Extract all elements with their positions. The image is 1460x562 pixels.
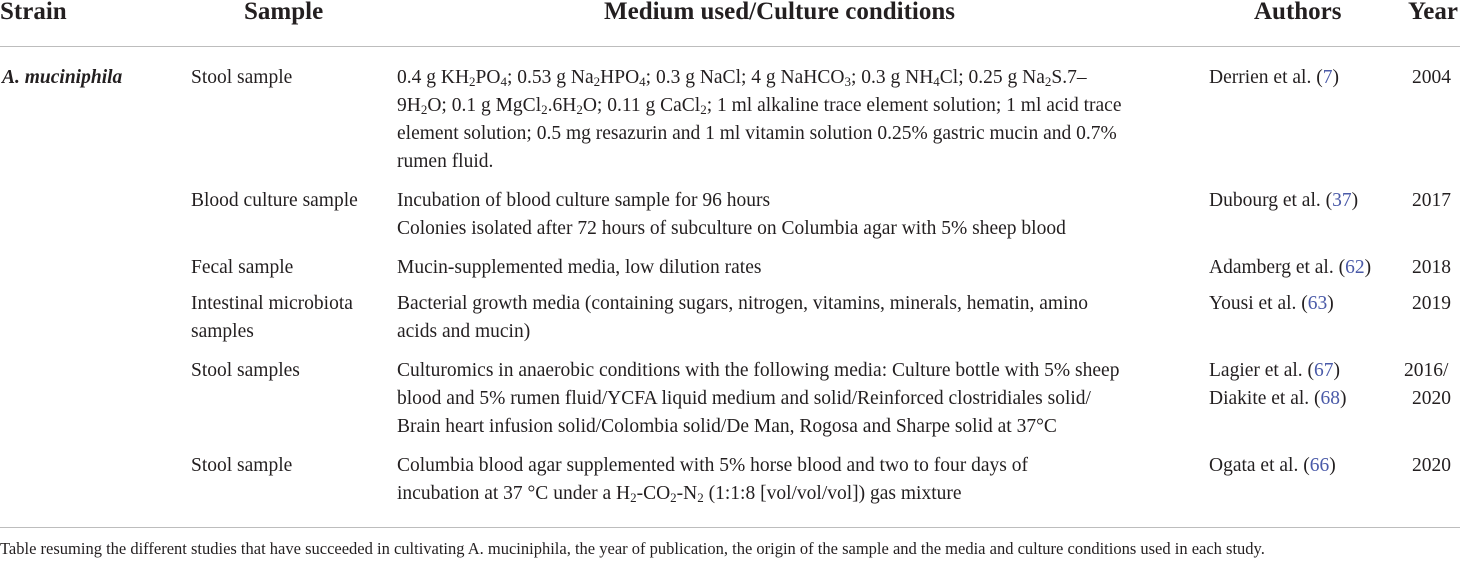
- row1-author: Derrien et al. (7): [1209, 67, 1339, 88]
- header-authors: Authors: [1254, 0, 1342, 25]
- row6-medium-line2: incubation at 37 °C under a $H_2-CO_2-N_2$ (1:1:8 [vol/vol/vol]) gas mixture: [397, 483, 962, 505]
- reference-link[interactable]: 37: [1332, 190, 1352, 211]
- row2-author: Dubourg et al. (37): [1209, 190, 1359, 211]
- table-bottom-rule: [0, 527, 1460, 528]
- row5-medium-line3: Brain heart infusion solid/Colombia solid/De Man, Rogosa and Sharpe solid at 37°C: [397, 416, 1057, 437]
- row4-sample-line1: Intestinal microbiota: [191, 293, 353, 314]
- reference-link[interactable]: 68: [1320, 388, 1341, 409]
- row6-author: Ogata et al. (66): [1209, 455, 1336, 476]
- row2-year: 2017: [1412, 190, 1451, 211]
- header-year: Year: [1408, 0, 1458, 25]
- row6-medium-line1: Columbia blood agar supplemented with 5% horse blood and two to four days of: [397, 455, 1028, 476]
- row5-medium-line1: Culturomics in anaerobic conditions with the following media: Culture bottle with 5% sheep: [397, 360, 1120, 381]
- row6-year: 2020: [1412, 455, 1451, 476]
- row3-year: 2018: [1412, 257, 1451, 278]
- row2-medium-line1: Incubation of blood culture sample for 96 hours: [397, 190, 771, 211]
- row4-medium-line1: Bacterial growth media (containing sugars, nitrogen, vitamins, minerals, hematin, amino: [397, 293, 1088, 314]
- row4-author: Yousi et al. (63): [1209, 293, 1334, 314]
- row6-sample: Stool sample: [191, 455, 293, 476]
- row4-medium-line2: acids and mucin): [397, 321, 531, 342]
- reference-link[interactable]: 67: [1314, 360, 1334, 381]
- row5-author: Lagier et al. (67): [1209, 360, 1341, 381]
- table-header: [0, 0, 1460, 47]
- row1-medium-line1: 0.4 g $KH_2PO_4$; 0.53 g $Na_2HPO_4$; 0.3 g NaCl; 4 g NaHCO$_3$; 0.3 g $NH_4Cl$; 0.25 g $Na_2S.7-$: [397, 67, 1087, 89]
- row5-medium-line2: blood and 5% rumen fluid/YCFA liquid medium and solid/Reinforced clostridiales solid/: [397, 388, 1091, 409]
- row5-sample: Stool samples: [191, 360, 300, 381]
- reference-link[interactable]: 63: [1307, 293, 1328, 314]
- strain-name: A. muciniphila: [2, 67, 123, 88]
- row3-medium-line1: Mucin-supplemented media, low dilution rates: [397, 257, 762, 278]
- row4-year: 2019: [1412, 293, 1451, 314]
- reference-link[interactable]: 62: [1345, 257, 1365, 278]
- reference-link[interactable]: 66: [1309, 455, 1330, 476]
- table-footnote: Table resuming the different studies that have succeeded in cultivating A. muciniphila, the year of publication, the origin of the sample and the media and culture conditions used in each study.: [0, 539, 1265, 558]
- row2-sample: Blood culture sample: [191, 190, 358, 211]
- header-strain: Strain: [0, 0, 67, 25]
- row5-year: 2016/: [1404, 360, 1449, 381]
- row1-year: 2004: [1412, 67, 1451, 88]
- row5-year2: 2020: [1412, 388, 1451, 409]
- row1-medium-line2: $9H_2O$; 0.1 g $MgCl_2.6H_2O$; 0.11 g CaCl$_2$; 1 ml alkaline trace element solution; 1 ml acid trace: [397, 95, 1122, 117]
- row3-author: Adamberg et al. (62): [1209, 257, 1372, 278]
- header-sample: Sample: [244, 0, 324, 25]
- reference-link[interactable]: 7: [1322, 67, 1333, 88]
- row2-medium-line2: Colonies isolated after 72 hours of subculture on Columbia agar with 5% sheep blood: [397, 218, 1066, 239]
- row5-author2: Diakite et al. (68): [1209, 388, 1347, 409]
- row1-sample: Stool sample: [191, 67, 293, 88]
- row3-sample: Fecal sample: [191, 257, 294, 278]
- header-medium: Medium used/Culture conditions: [604, 0, 955, 25]
- row1-medium-line4: rumen fluid.: [397, 151, 494, 172]
- row1-medium-line3: element solution; 0.5 mg resazurin and 1 ml vitamin solution 0.25% gastric mucin and 0.7%: [397, 123, 1117, 144]
- row4-sample-line2: samples: [191, 321, 254, 342]
